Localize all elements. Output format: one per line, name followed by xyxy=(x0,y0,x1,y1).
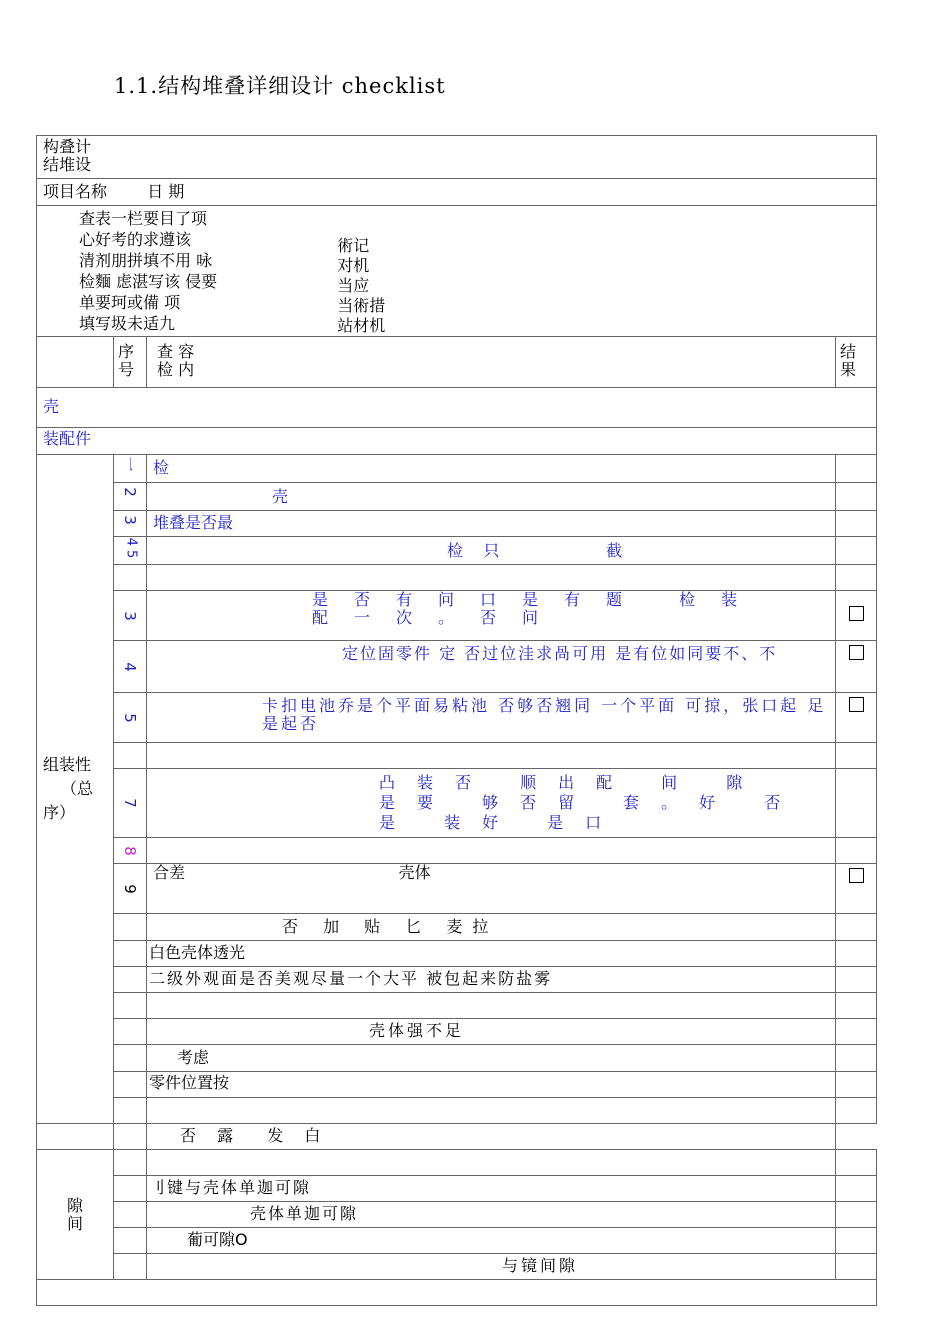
seq-header xyxy=(114,337,147,388)
row-result xyxy=(836,914,877,941)
group-gap-line2: 间 xyxy=(66,1213,83,1233)
seq-number: 一 xyxy=(120,456,139,472)
row-content xyxy=(147,743,836,769)
section-assembly xyxy=(37,428,877,455)
row-seq xyxy=(114,1045,147,1072)
row-seq xyxy=(114,641,147,693)
group-assembly-sub: （总 xyxy=(61,779,94,798)
row-content xyxy=(147,693,836,743)
seq-number: 5 xyxy=(120,712,139,723)
row-result xyxy=(836,483,877,511)
row-result xyxy=(836,1254,877,1280)
note-line: 查表一栏要目了项 xyxy=(79,209,208,228)
seq-number: 3 xyxy=(120,515,139,525)
row-content xyxy=(114,1124,329,1150)
row-seq xyxy=(114,1098,147,1124)
result-header xyxy=(836,337,877,388)
row-seq xyxy=(114,769,147,838)
row-seq xyxy=(114,1072,147,1098)
row-text: 凸装否 顺出配 间 隙 是要 够否留 套。好 否是 装好 是口 xyxy=(379,773,803,832)
row-text: 壳体强不足 xyxy=(369,1021,465,1040)
row-seq xyxy=(114,455,147,483)
content-header-line2: 检 内 xyxy=(157,360,195,379)
content-header-line1: 查 容 xyxy=(157,342,195,361)
row-result xyxy=(836,743,877,769)
instruction-note xyxy=(79,208,217,336)
result-header-line2: 果 xyxy=(840,360,857,379)
row-text: 葡可隙O xyxy=(187,1230,248,1249)
row-result xyxy=(836,641,877,693)
row-content xyxy=(147,537,836,565)
row-content xyxy=(147,1072,836,1098)
row-content xyxy=(147,591,836,641)
seq-number: 8 xyxy=(120,845,139,856)
row-result xyxy=(836,693,877,743)
row-text: 是否有问口是有题 检装配一次。否问 xyxy=(312,590,764,627)
project-label: 项目名称 xyxy=(43,182,108,201)
row-result xyxy=(836,1150,877,1176)
note-right-line: 当应 xyxy=(337,276,370,295)
row-seq xyxy=(114,743,147,769)
row-result xyxy=(836,967,877,993)
row-seq xyxy=(114,864,147,914)
row-content xyxy=(147,769,836,838)
row-result xyxy=(836,455,877,483)
row-seq xyxy=(114,591,147,641)
row-content xyxy=(147,483,836,511)
checklist-table xyxy=(36,135,877,1306)
row-content xyxy=(147,967,836,993)
row-content xyxy=(147,1098,836,1124)
row-seq xyxy=(114,511,147,537)
row-result xyxy=(836,941,877,967)
note-right-line: 当術措 xyxy=(337,296,386,315)
row-result xyxy=(836,769,877,838)
content-header xyxy=(147,337,836,388)
row-result xyxy=(836,1019,877,1045)
section-assembly-label: 装配件 xyxy=(43,429,92,448)
row-content xyxy=(147,1202,836,1228)
seq-number: 3 xyxy=(120,610,139,621)
result-checkbox[interactable] xyxy=(849,606,864,621)
row-seq xyxy=(114,693,147,743)
row-content xyxy=(147,1228,836,1254)
seq-number: 7 xyxy=(120,798,139,808)
note-line: 单要珂或備 项 xyxy=(79,293,181,312)
result-checkbox[interactable] xyxy=(849,868,864,883)
row-result xyxy=(836,1202,877,1228)
group-gap-label-cell xyxy=(37,1150,114,1280)
note-right-line: 術记 xyxy=(337,236,370,255)
row-text: 零件位置按 xyxy=(149,1073,230,1092)
row-result xyxy=(836,565,877,591)
row-text: 检 xyxy=(153,458,170,477)
row-text: 刂键与壳体单迦可隙 xyxy=(149,1178,312,1197)
group-gap-line1: 隙 xyxy=(66,1195,83,1215)
empty-header-cell xyxy=(37,337,114,388)
row-result xyxy=(836,1176,877,1202)
row-content xyxy=(147,864,836,914)
row-seq xyxy=(114,1150,147,1176)
section-shell-label: 壳 xyxy=(43,397,60,416)
header-name-line2: 结堆设 xyxy=(43,155,92,174)
row-text: 合差 壳体 xyxy=(153,863,431,882)
row-result xyxy=(836,1072,877,1098)
row-result xyxy=(836,993,877,1019)
row-result xyxy=(836,838,877,864)
row-seq xyxy=(114,1202,147,1228)
group-assembly-sub2: 序） xyxy=(43,803,76,822)
document-title: 1.1.结构堆叠详细设计 checklist xyxy=(114,74,446,98)
row-result xyxy=(836,591,877,641)
row-text: 白色壳体透光 xyxy=(149,943,246,962)
row-seq xyxy=(114,1228,147,1254)
note-line: 填写圾未适九 xyxy=(79,314,176,333)
seq-header-line1: 序 xyxy=(118,342,135,361)
row-content xyxy=(147,993,836,1019)
header-name-line1: 构叠计 xyxy=(43,137,92,156)
group-assembly-label: 组装性 xyxy=(43,755,92,774)
row-seq xyxy=(114,1254,147,1280)
result-checkbox[interactable] xyxy=(849,645,864,660)
seq-number: 2 xyxy=(120,487,139,497)
row-seq xyxy=(114,1019,147,1045)
row-seq xyxy=(114,914,147,941)
section-shell xyxy=(37,388,877,428)
row-content xyxy=(147,1176,836,1202)
row-text: 壳体单迦可隙 xyxy=(250,1204,359,1223)
row-content xyxy=(147,914,836,941)
row-seq xyxy=(114,565,147,591)
row-text: 卡扣电池乔是个平面易粘池 否够否翘同 一个平面 可掠，张口起 足是起否 xyxy=(262,696,827,733)
row-seq xyxy=(114,838,147,864)
note-line: 检麵 虑湛写该 侵要 xyxy=(79,272,218,291)
row-text: 堆叠是否最 xyxy=(153,513,234,532)
instruction-note-cell xyxy=(37,206,877,337)
row-text: 壳 xyxy=(272,487,289,506)
row-result xyxy=(836,1228,877,1254)
row-seq xyxy=(114,993,147,1019)
project-date-cell xyxy=(37,179,877,206)
result-header-line1: 结 xyxy=(840,342,857,361)
row-content xyxy=(147,511,836,537)
seq-number: 4 xyxy=(120,661,139,672)
row-result xyxy=(836,511,877,537)
row-result xyxy=(836,1045,877,1072)
row-seq xyxy=(114,967,147,993)
row-content xyxy=(147,1150,836,1176)
group-assembly-label-cell xyxy=(37,455,114,1124)
row-seq xyxy=(114,941,147,967)
header-name-cell xyxy=(37,136,877,179)
seq-number: 9 xyxy=(120,883,139,894)
note-line: 清剂朋拼填不用 咏 xyxy=(79,251,213,270)
note-right-line: 对机 xyxy=(337,256,370,275)
row-content xyxy=(147,1019,836,1045)
row-content xyxy=(147,455,836,483)
row-text: 考虑 xyxy=(177,1048,210,1067)
row-content xyxy=(147,838,836,864)
row-text: 否 加 贴 匕 麦拉 xyxy=(282,917,499,936)
row-text: 定位固零件 定 否过位洼求咼可用 是有位如同要不、不 xyxy=(342,644,778,663)
row-content xyxy=(147,565,836,591)
instruction-note-right xyxy=(337,208,385,336)
table-footer-row xyxy=(37,1280,877,1306)
note-right-line: 站材机 xyxy=(337,316,386,335)
result-checkbox[interactable] xyxy=(849,697,864,712)
row-text: 检 只 截 xyxy=(447,541,623,560)
row-seq xyxy=(114,537,147,565)
row-text: 与镜间隙 xyxy=(502,1256,579,1275)
date-label: 日 期 xyxy=(147,182,185,201)
seq-number: 4 5 xyxy=(123,537,138,559)
seq-header-line2: 号 xyxy=(118,360,135,379)
row-text: 二级外观面是否美观尽量一个大平 被包起来防盐雾 xyxy=(149,969,553,988)
row-result xyxy=(836,537,877,565)
row-result xyxy=(836,864,877,914)
row-content xyxy=(147,641,836,693)
row-content xyxy=(147,1045,836,1072)
row-text: 否 露 发 白 xyxy=(180,1126,329,1145)
row-seq xyxy=(37,1124,114,1150)
note-line: 心好考的求遵该 xyxy=(79,230,192,249)
row-result xyxy=(836,1098,877,1124)
row-content xyxy=(147,1254,836,1280)
row-seq xyxy=(114,1176,147,1202)
row-seq xyxy=(114,483,147,511)
row-content xyxy=(147,941,836,967)
